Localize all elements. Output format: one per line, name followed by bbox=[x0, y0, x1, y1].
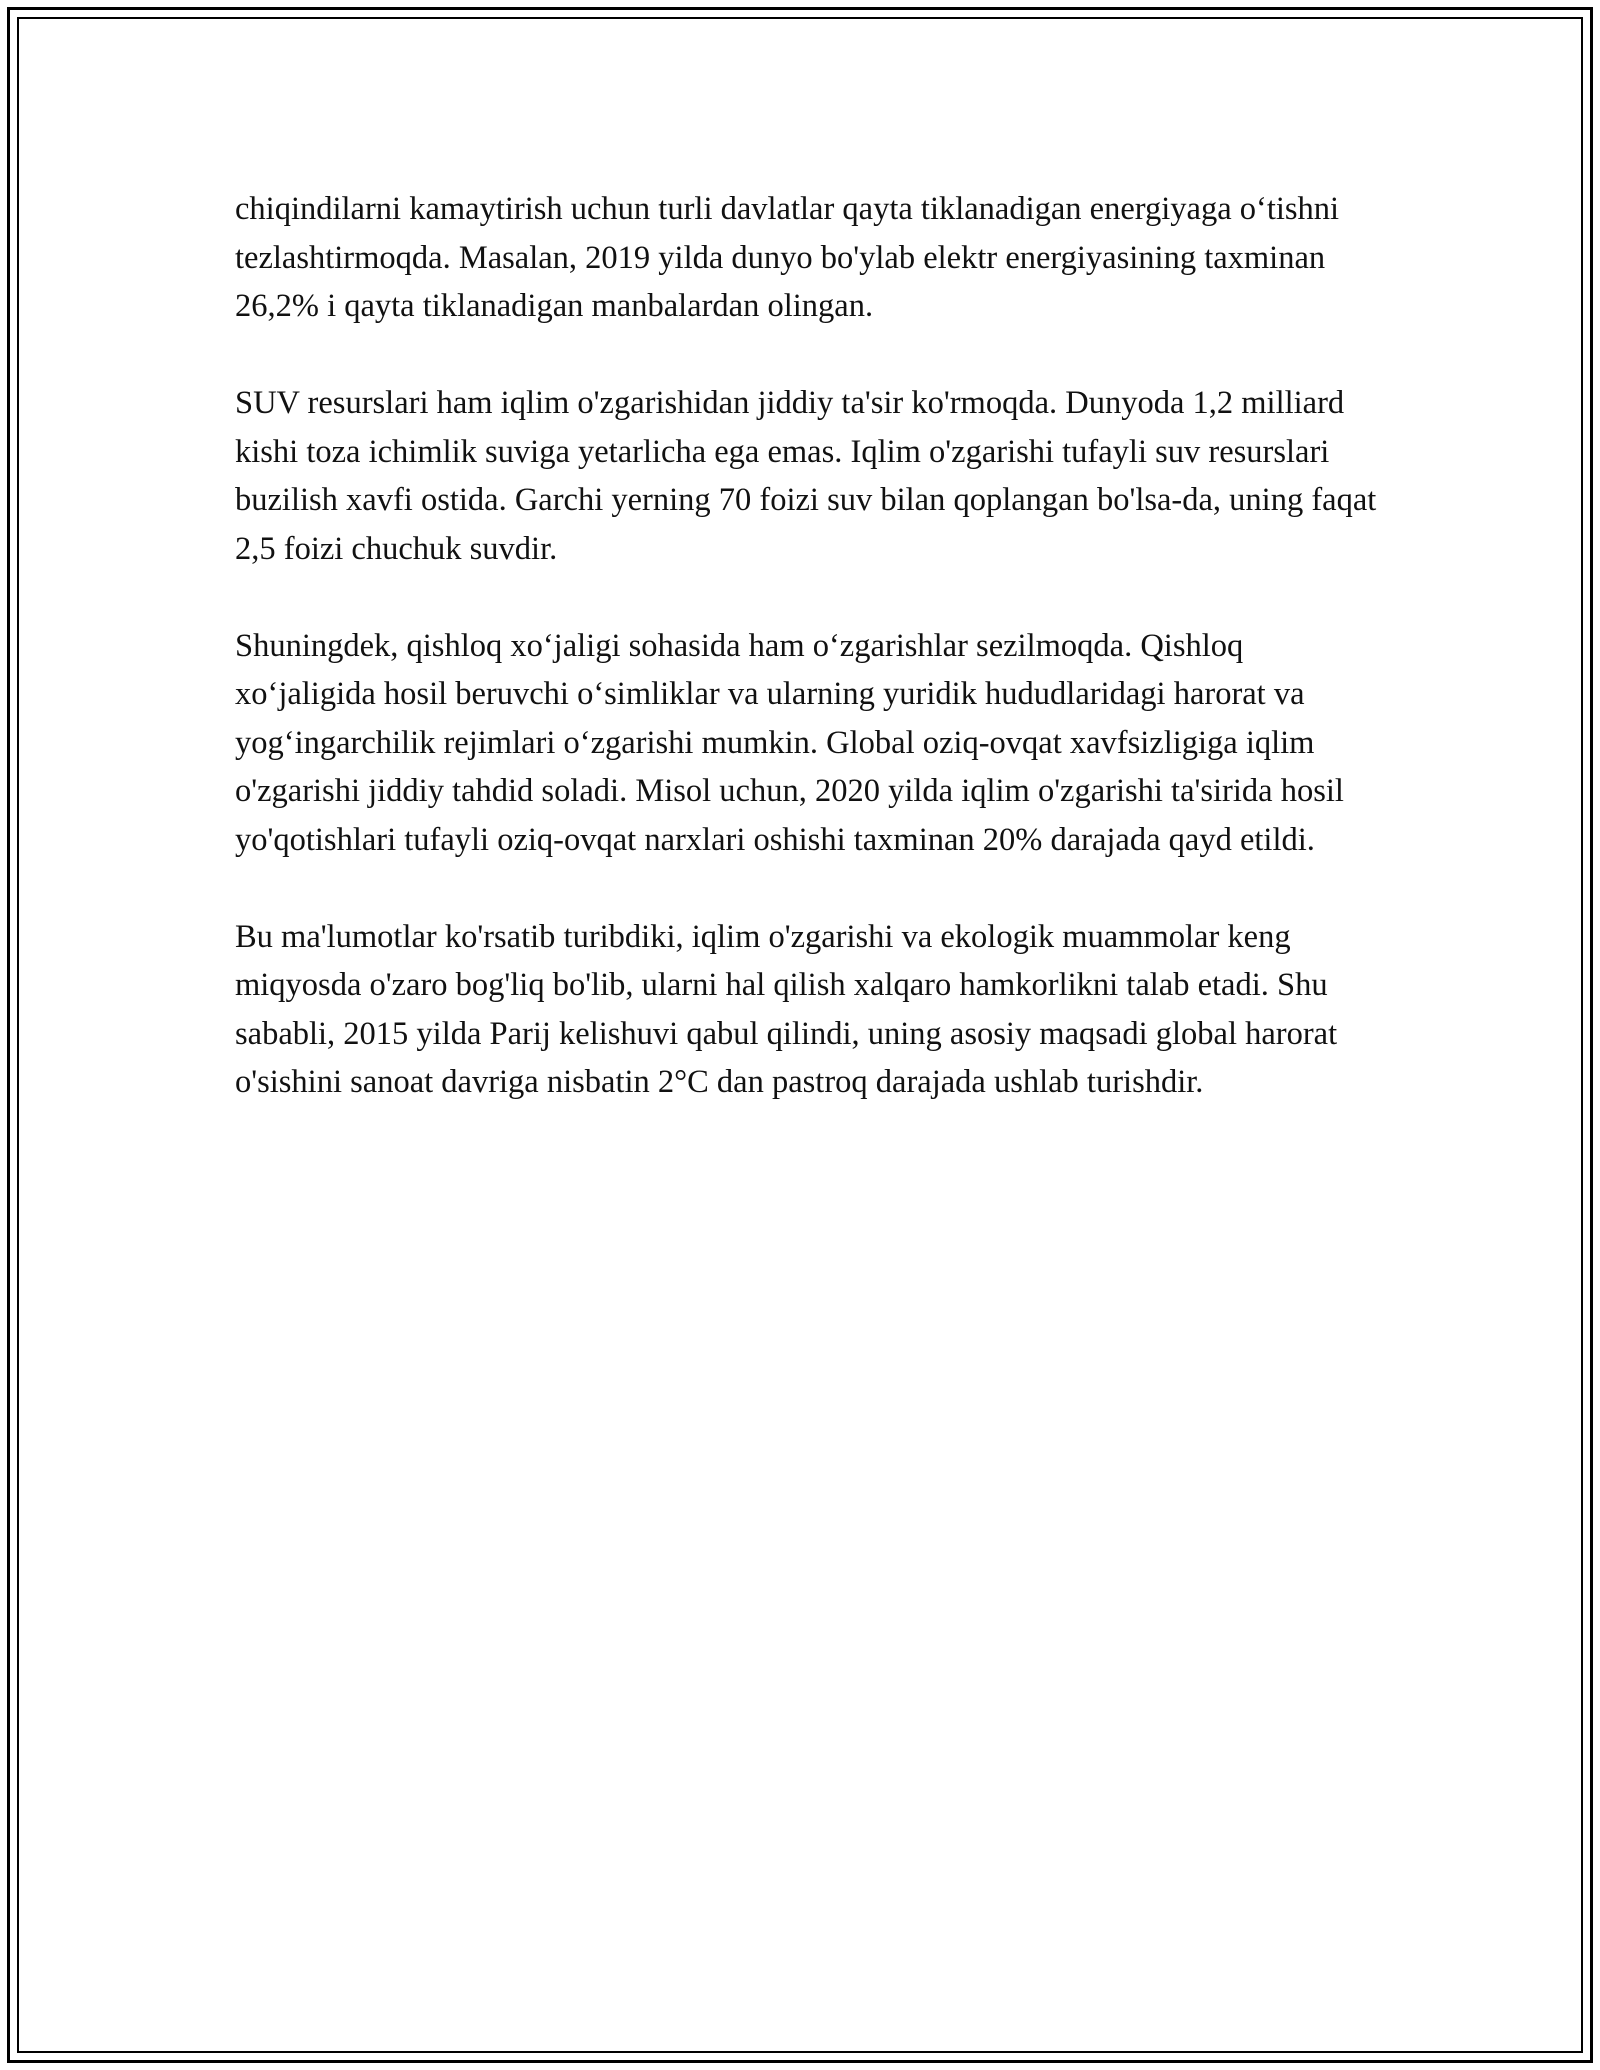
paragraph-water-resources: SUV resurslari ham iqlim o'zgarishidan jiddiy ta'sir ko'rmoqda. Dunyoda 1,2 milliard kishi toza ichimlik suviga yetarlicha ega emas. Iqlim o'zgarishi tufayli suv resurslari buzilish xavfi ostida. Garchi yerning 70 foizi suv bilan qoplangan bo'lsa-da, uning faqat 2,5 foizi chuchuk suvdir. bbox=[235, 385, 1377, 567]
paragraph-agriculture: Shuningdek, qishloq xo‘jaligi sohasida ham o‘zgarishlar sezilmoqda. Qishloq xo‘jaligida hosil beruvchi o‘simliklar va ularning yuridik hududlaridagi harorat va yog‘ingarchilik rejimlari o‘zgarishi mumkin. Global oziq-ovqat xavfsizligiga iqlim o'zgarishi jiddiy tahdid soladi. Misol uchun, 2020 yilda iqlim o'zgarishi ta'sirida hosil yo'qotishlari tufayli oziq-ovqat narxlari oshishi taxminan 20% darajada qayd etildi. bbox=[235, 627, 1344, 858]
paragraph-renewable-energy: chiqindilarni kamaytirish uchun turli davlatlar qayta tiklanadigan energiyaga o‘tishni tezlashtirmoqda. Masalan, 2019 yilda dunyo bo'ylab elektr energiyasining taxminan 26,2% i qayta tiklanadigan manbalardan olingan. bbox=[235, 191, 1340, 324]
document-body bbox=[235, 185, 1385, 1107]
paragraph-paris-agreement: Bu ma'lumotlar ko'rsatib turibdiki, iqlim o'zgarishi va ekologik muammolar keng miqyosda o'zaro bog'liq bo'lib, ularni hal qilish xalqaro hamkorlikni talab etadi. Shu sababli, 2015 yilda Parij kelishuvi qabul qilindi, uning asosiy maqsadi global harorat o'sishini sanoat davriga nisbatin 2°C dan pastroq darajada ushlab turishdir. bbox=[235, 918, 1338, 1100]
